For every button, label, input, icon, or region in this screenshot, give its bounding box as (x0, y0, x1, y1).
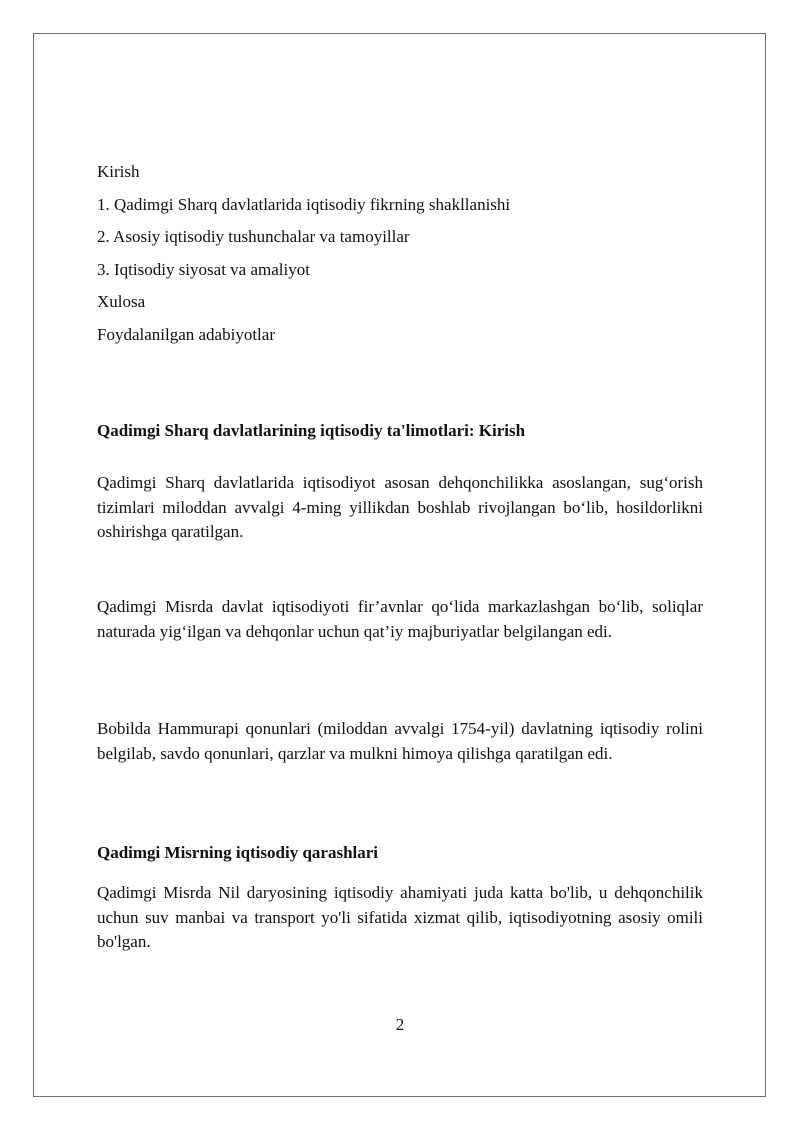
toc-item-chapter-1: 1. Qadimgi Sharq davlatlarida iqtisodiy fikrning shakllanishi (97, 194, 511, 214)
page-number: 2 (395, 1015, 405, 1034)
toc-item-references: Foydalanilgan adabiyotlar (97, 324, 275, 344)
paragraph-egypt-economy: Qadimgi Misrda davlat iqtisodiyoti fir’avnlar qo‘lida markazlashgan bo‘lib, soliqlar naturada yig‘ilgan va dehqonlar uchun qat’iy majburiyatlar belgilangan edi. (97, 597, 703, 641)
toc-item-conclusion: Xulosa (97, 292, 146, 312)
toc-item-intro: Kirish (97, 162, 140, 181)
paragraph-agriculture: Qadimgi Sharq davlatlarida iqtisodiyot asosan dehqonchilikka asoslangan, sug‘orish tizimlari miloddan avvalgi 4-ming yillikdan boshlab rivojlangan bo‘lib, hosildorlikni oshirishga qaratilgan. (97, 473, 703, 541)
section-heading-intro: Qadimgi Sharq davlatlarining iqtisodiy ta'limotlari: Kirish (97, 421, 526, 440)
paragraph-nile: Qadimgi Misrda Nil daryosining iqtisodiy ahamiyati juda katta bo'lib, u dehqonchilik uchun suv manbai va transport yo'li sifatida xizmat qilib, iqtisodiyotning asosiy omili bo'lgan. (97, 883, 703, 951)
paragraph-hammurabi: Bobilda Hammurapi qonunlari (miloddan avvalgi 1754-yil) davlatning iqtisodiy rolini belgilab, savdo qonunlari, qarzlar va mulkni himoya qilishga qaratilgan edi. (97, 719, 703, 763)
table-of-contents (97, 160, 707, 356)
toc-item-chapter-3: 3. Iqtisodiy siyosat va amaliyot (97, 259, 310, 279)
section-heading-egypt: Qadimgi Misrning iqtisodiy qarashlari (97, 843, 379, 862)
toc-item-chapter-2: 2. Asosiy iqtisodiy tushunchalar va tamoyillar (97, 227, 410, 247)
